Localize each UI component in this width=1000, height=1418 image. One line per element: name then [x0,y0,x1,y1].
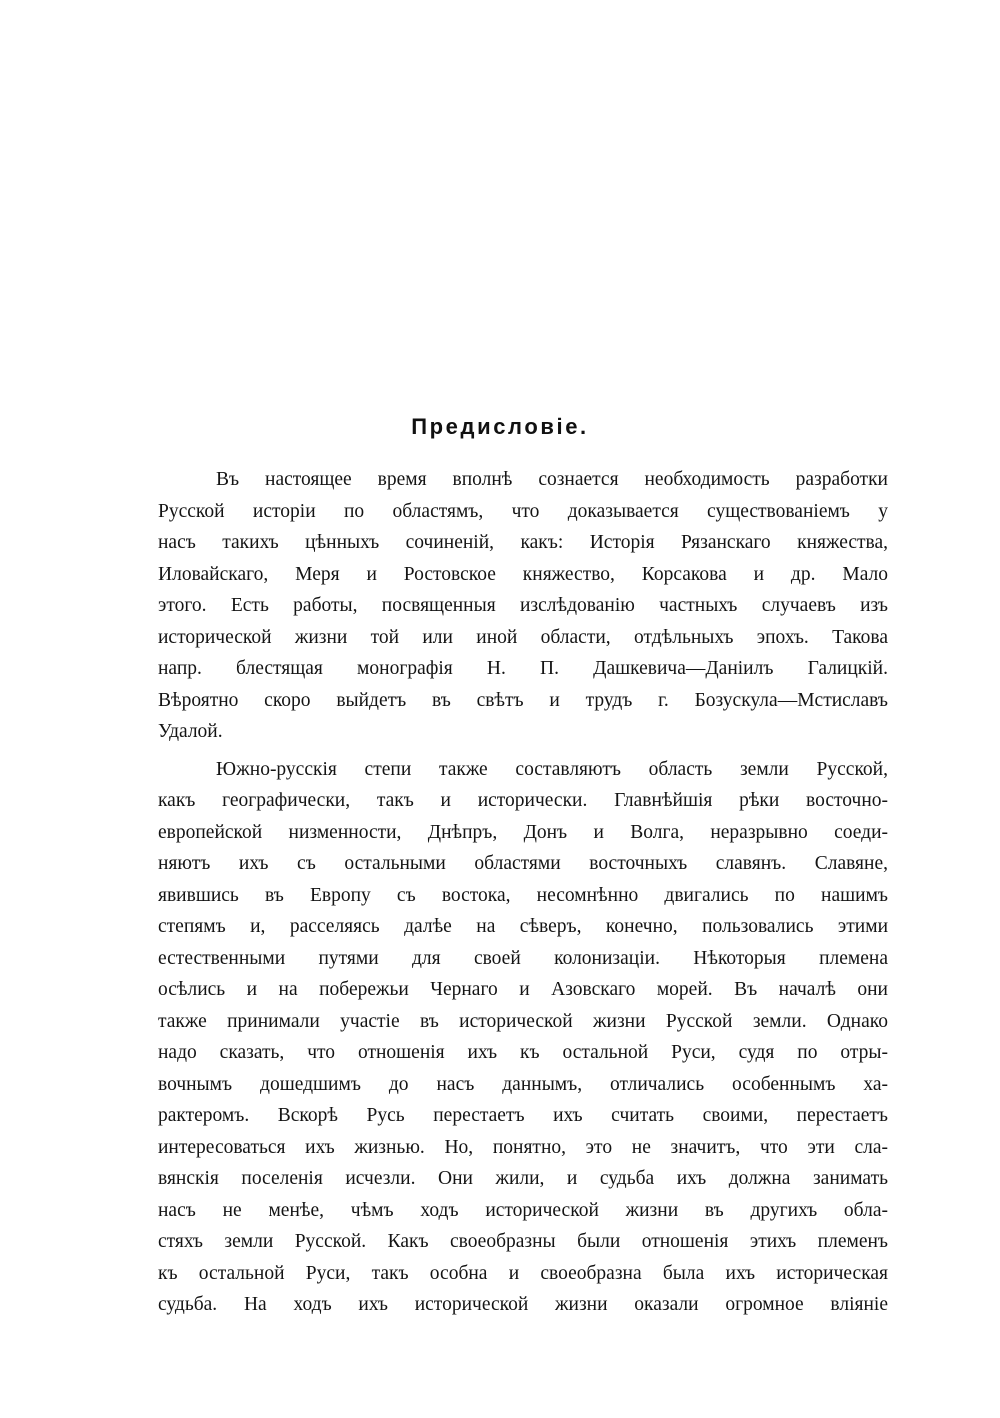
text-line: рактеромъ. Вскорѣ Русь перестаетъ ихъ считать своими, перестаетъ [158,1105,888,1126]
text-line: Южно-русскія степи также составляютъ область земли Русской, [216,758,888,780]
text-line: къ остальной Руси, такъ особна и своеобразна была ихъ историческая [158,1262,888,1284]
text-line: интересоваться ихъ жизнью. Но, понятно, это не значитъ, что эти сла- [158,1136,888,1158]
text-line: стяхъ земли Русской. Какъ своеобразны были отношенія этихъ племенъ [158,1231,888,1252]
text-line: Удалой. [158,721,223,742]
text-line: няютъ ихъ съ остальными областями восточныхъ славянъ. Славяне, [158,853,888,874]
text-line: осѣлись и на побережьи Чернаго и Азовскаго морей. Въ началѣ они [158,979,888,1000]
text-line: вочнымъ дошедшимъ до насъ даннымъ, отличались особеннымъ ха- [158,1073,888,1095]
text-line: вянскія поселенія исчезли. Они жили, и судьба ихъ должна занимать [158,1168,888,1189]
text-line: Въ настоящее время вполнѣ сознается необходимость разработки [216,469,888,490]
text-line: напр. блестящая монографія Н. П. Дашкевича—Даніилъ Галицкій. [158,658,888,679]
paragraph-1 [158,464,888,748]
text-line: европейской низменности, Днѣпръ, Донъ и Волга, неразрывно соеди- [158,821,888,843]
text-line: Иловайскаго, Меря и Ростовское княжество, Корсакова и др. Мало [158,563,888,585]
text-line: Русской исторіи по областямъ, что доказывается существованіемъ у [158,500,888,522]
text-line: исторической жизни той или иной области, отдѣльныхъ эпохъ. Такова [158,626,888,648]
text-line: естественными путями для своей колонизаціи. Нѣкоторыя племена [158,947,888,969]
text-line: судьба. На ходъ ихъ исторической жизни оказали огромное вліяніе [158,1294,888,1315]
text-line: насъ не менѣе, чѣмъ ходъ исторической жизни въ другихъ обла- [158,1199,888,1221]
text-line: насъ такихъ цѣнныхъ сочиненій, какъ: Исторія Рязанскаго княжества, [158,532,888,553]
body-text [158,464,888,1321]
page-heading: Предисловіе. [411,414,589,439]
text-line: степямъ и, расселяясь далѣе на сѣверъ, конечно, пользовались этими [158,916,888,937]
text-line: явившись въ Европу съ востока, несомнѣнно двигались по нашимъ [158,884,888,906]
text-line: надо сказать, что отношенія ихъ къ остальной Руси, судя по отры- [158,1042,888,1063]
text-line: какъ географически, такъ и исторически. Главнѣйшія рѣки восточно- [158,790,888,811]
paragraph-2 [158,754,888,1321]
text-line: Вѣроятно скоро выйдетъ въ свѣтъ и трудъ г. Бозускула—Мстиславъ [158,689,888,711]
text-line: этого. Есть работы, посвященныя изслѣдованію частныхъ случаевъ изъ [158,595,888,616]
text-line: также принимали участіе въ исторической жизни Русской земли. Однако [158,1010,888,1032]
